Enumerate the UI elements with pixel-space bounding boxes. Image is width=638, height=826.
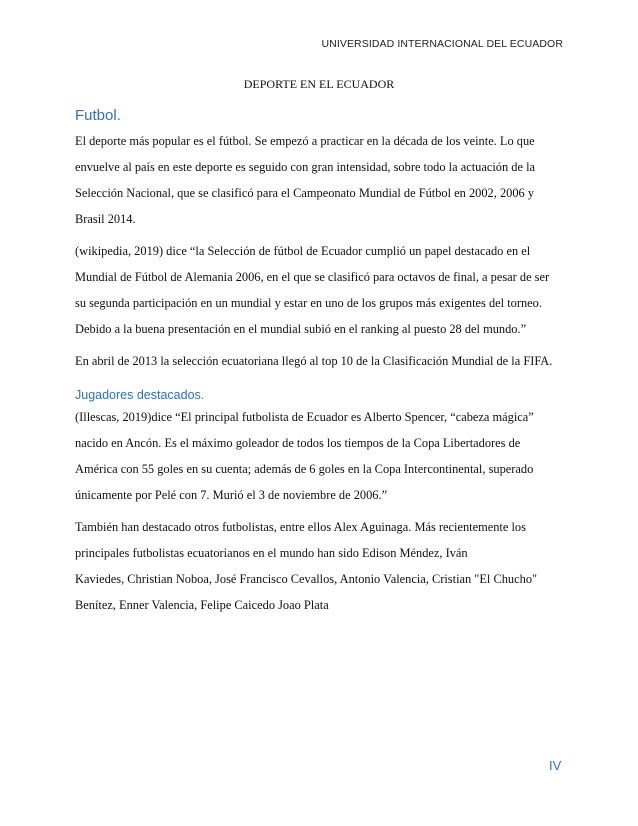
text-line: En abril de 2013 la selección ecuatoriana llegó al top 10 de la Clasificación Mundial de la FIFA. <box>75 354 553 368</box>
paragraph-fifa-ranking <box>75 348 565 374</box>
text-line: nacido en Ancón. Es el máximo goleador de todos los tiempos de la Copa Libertadores de <box>75 436 521 450</box>
text-line: Benítez, Enner Valencia, Felipe Caicedo Joao Plata <box>75 598 329 612</box>
section-heading-jugadores: Jugadores destacados. <box>75 388 205 402</box>
page-number: IV <box>549 758 562 773</box>
document-title: DEPORTE EN EL ECUADOR <box>243 77 395 91</box>
text-line: También han destacado otros futbolistas, entre ellos Alex Aguinaga. Más recientemente los <box>75 520 526 534</box>
text-line: Brasil 2014. <box>75 212 136 226</box>
document-body <box>75 106 565 624</box>
text-line: Kaviedes, Christian Noboa, José Francisco Cevallos, Antonio Valencia, Cristian "El Chucho" <box>75 572 538 586</box>
text-line: únicamente por Pelé con 7. Murió el 3 de noviembre de 2006.” <box>75 488 388 502</box>
text-line: Selección Nacional, que se clasificó para el Campeonato Mundial de Fútbol en 2002, 2006 y <box>75 186 535 200</box>
text-line: (Illescas, 2019)dice “El principal futbolista de Ecuador es Alberto Spencer, “cabeza mágica” <box>75 410 534 424</box>
text-line: Mundial de Fútbol de Alemania 2006, en el que se clasificó para octavos de final, a pesar de ser <box>75 270 550 284</box>
header-institution: UNIVERSIDAD INTERNACIONAL DEL ECUADOR <box>321 38 563 50</box>
text-line: (wikipedia, 2019) dice “la Selección de fútbol de Ecuador cumplió un papel destacado en el <box>75 244 531 258</box>
paragraph-wikipedia-quote <box>75 238 565 342</box>
section-heading-futbol: Futbol. <box>75 107 121 124</box>
text-line: envuelve al país en este deporte es seguido con gran intensidad, sobre todo la actuación de la <box>75 160 536 174</box>
paragraph-illescas-quote <box>75 404 565 508</box>
paragraph-other-players <box>75 514 565 618</box>
text-line: principales futbolistas ecuatorianos en el mundo han sido Edison Méndez, Iván <box>75 546 468 560</box>
text-line: América con 55 goles en su cuenta; además de 6 goles en la Copa Intercontinental, superado <box>75 462 534 476</box>
text-line: su segunda participación en un mundial y estar en uno de los grupos más exigentes del torneo. <box>75 296 542 310</box>
text-line: Debido a la buena presentación en el mundial subió en el ranking al puesto 28 del mundo.” <box>75 322 527 336</box>
paragraph-futbol-intro <box>75 128 565 232</box>
text-line: El deporte más popular es el fútbol. Se empezó a practicar en la década de los veinte. Lo que <box>75 134 535 148</box>
